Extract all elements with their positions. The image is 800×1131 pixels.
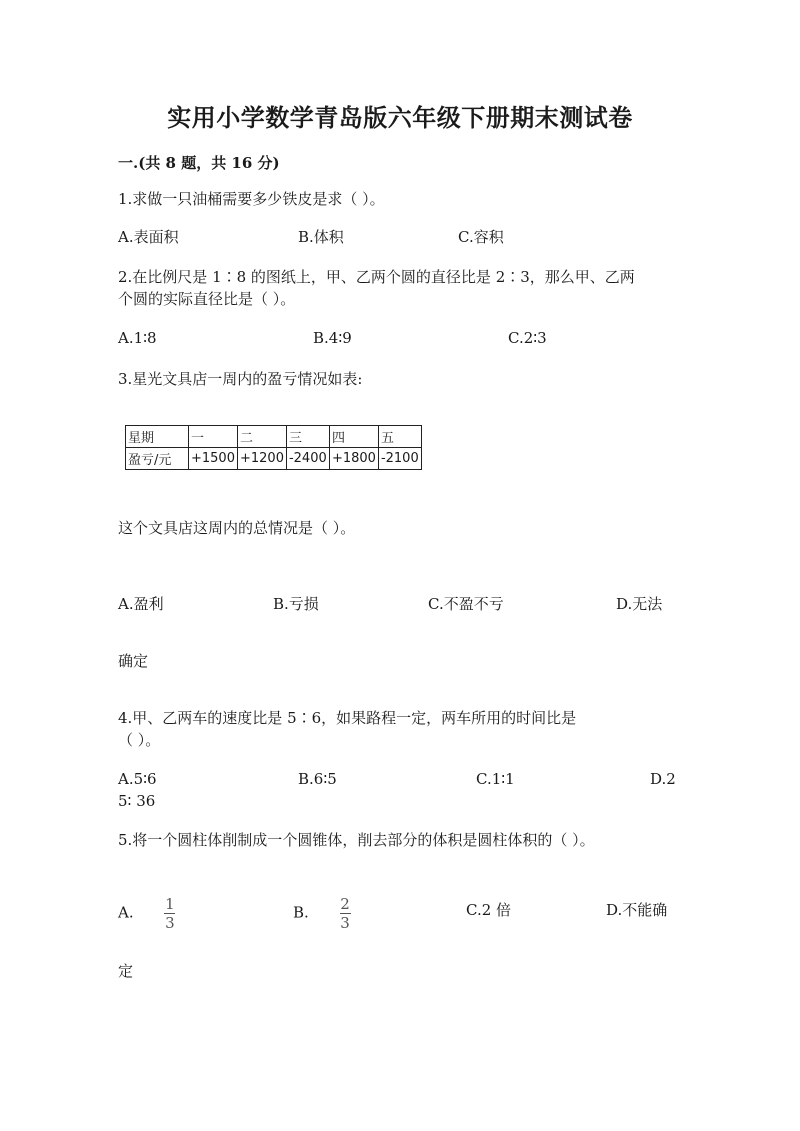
question-3-question: 这个文具店这周内的总情况是（ ）。: [118, 519, 356, 537]
fraction-numerator: 1: [165, 895, 175, 913]
question-4-line-1: 4.甲、乙两车的速度比是 5∶6，如果路程一定，两车所用的时间比是: [118, 709, 577, 727]
question-2-line-2: 个圆的实际直径比是（ ）。: [118, 290, 296, 308]
question-5-option-d[interactable]: D.不能确: [606, 901, 668, 919]
fraction-two-thirds: [340, 897, 351, 930]
question-2-option-a[interactable]: A.1∶8: [118, 329, 157, 347]
table-cell: +1800: [329, 448, 378, 470]
question-4-option-d[interactable]: D.2: [650, 770, 676, 788]
fraction-denominator: 3: [165, 914, 175, 932]
question-3-option-c[interactable]: C.不盈不亏: [428, 595, 504, 613]
question-2-line-1: 2.在比例尺是 1∶8 的图纸上，甲、乙两个圆的直径比是 2∶3，那么甲、乙两: [118, 268, 635, 286]
table-cell: 三: [286, 426, 329, 448]
question-2-option-c[interactable]: C.2∶3: [508, 329, 547, 347]
question-4-line-2: （ ）。: [118, 731, 161, 749]
question-3-option-d[interactable]: D.无法: [616, 595, 663, 613]
table-row: [126, 448, 422, 470]
question-5-option-b[interactable]: [293, 897, 351, 930]
question-5-text: 5.将一个圆柱体削制成一个圆锥体，削去部分的体积是圆柱体积的（ ）。: [118, 831, 595, 849]
table-cell: 五: [378, 426, 421, 448]
table-cell: -2400: [286, 448, 329, 470]
fraction-one-third: [164, 897, 175, 930]
option-label: A.: [118, 903, 134, 922]
question-3-option-d-wrap: 确定: [118, 652, 149, 670]
question-4-option-b[interactable]: B.6∶5: [298, 770, 337, 788]
question-2-option-b[interactable]: B.4∶9: [313, 329, 352, 347]
question-5-option-a[interactable]: [118, 897, 175, 930]
fraction-denominator: 3: [340, 914, 350, 932]
question-5-option-d-wrap: 定: [118, 962, 134, 980]
question-1-text: 1.求做一只油桶需要多少铁皮是求（ ）。: [118, 190, 385, 208]
question-1-option-a[interactable]: A.表面积: [118, 228, 179, 246]
question-3-option-b[interactable]: B.亏损: [273, 595, 319, 613]
fraction-numerator: 2: [340, 895, 350, 913]
table-header-row: [126, 426, 422, 448]
table-cell: +1200: [237, 448, 286, 470]
table-cell: 一: [189, 426, 238, 448]
question-4-option-c[interactable]: C.1∶1: [476, 770, 515, 788]
section-heading: 一.(共 8 题，共 16 分): [118, 154, 280, 172]
question-4-option-d-wrap: 5∶ 36: [118, 792, 156, 810]
page-title: 实用小学数学青岛版六年级下册期末测试卷: [167, 103, 633, 132]
table-cell: 二: [237, 426, 286, 448]
profit-loss-table: [125, 425, 422, 470]
question-4-option-a[interactable]: A.5∶6: [118, 770, 157, 788]
question-1-option-c[interactable]: C.容积: [458, 228, 504, 246]
table-cell: 盈亏/元: [126, 448, 189, 470]
option-label: B.: [293, 903, 309, 922]
question-3-text: 3.星光文具店一周内的盈亏情况如表:: [118, 370, 363, 388]
table-cell: -2100: [378, 448, 421, 470]
question-5-option-c[interactable]: C.2 倍: [466, 901, 512, 919]
table-cell: +1500: [189, 448, 238, 470]
table-cell: 四: [329, 426, 378, 448]
question-1-option-b[interactable]: B.体积: [298, 228, 344, 246]
table-cell: 星期: [126, 426, 189, 448]
question-3-option-a[interactable]: A.盈利: [118, 595, 164, 613]
